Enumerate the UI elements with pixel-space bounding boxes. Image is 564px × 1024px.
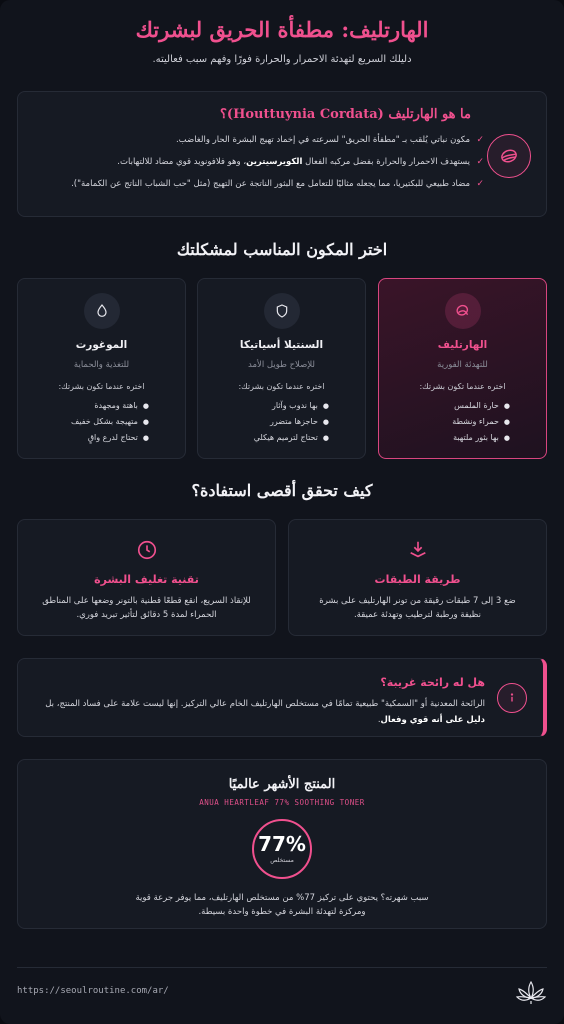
smell-note-card	[17, 658, 547, 737]
what-is-list	[32, 134, 484, 200]
leaf-icon	[445, 293, 481, 329]
list-item: ● تحتاج لترميم هيكلي	[198, 430, 329, 446]
choose-section-title: اختر المكون المناسب لمشكلتك	[176, 240, 388, 259]
layers-icon	[403, 535, 433, 565]
header	[0, 0, 564, 65]
note-text: الرائحة المعدنية أو "السمكية" طبيعية تمامًا في مستخلص الهارتليف الخام عالي التركيز. إنها ليست علامة على فساد المنتج، بل دليل على أنه قوي وفعال.	[45, 699, 485, 725]
list-item: ● تحتاج لدرع واقٍ	[18, 430, 149, 446]
list-item: ✓ مضاد طبيعي للبكتيريا، مما يجعله مثاليًا للتعامل مع البثور الناتجة عن التهيج (مثل "حب الشباب الناتج عن الكمامة").	[71, 179, 484, 189]
droplet-icon	[84, 293, 120, 329]
footer-divider	[17, 967, 547, 968]
info-icon	[497, 683, 527, 713]
choice-prompt: اختره عندما تكون بشرتك:	[58, 382, 145, 391]
list-item: ● حاجزها متضرر	[198, 414, 329, 430]
footer-url[interactable]: https://seoulroutine.com/ar/	[17, 986, 169, 996]
list-item: ● متهيجة بشكل خفيف	[18, 414, 149, 430]
how-section-title: كيف تحقق أقصى استفادة؟	[191, 481, 373, 500]
percent-label: مستخلص	[270, 857, 294, 864]
note-title: هل له رائحة غريبة؟	[380, 676, 485, 689]
clock-icon	[132, 535, 162, 565]
what-is-card	[17, 91, 547, 217]
list-item: ● حمراء ونشطة	[379, 414, 510, 430]
list-item: ✓ يستهدف الاحمرار والحرارة بفضل مركبه الفعال الكويرسيترين، وهو فلافونويد قوي مضاد للالتهابات.	[117, 157, 484, 167]
how-name: تقنية تغليف البشرة	[94, 573, 199, 586]
choice-prompt: اختره عندما تكون بشرتك:	[419, 382, 506, 391]
how-card-layering	[288, 519, 547, 636]
product-desc: سبب شهرته؟ يحتوي على تركيز 77% من مستخلص الهارتليف، مما يوفر جرعة قوية ومركزة لتهدئة البشرة في خطوة واحدة بسيطة.	[135, 893, 429, 917]
choice-card-centella	[197, 278, 366, 459]
check-icon: ✓	[476, 157, 484, 167]
list-item: ● حارة الملمس	[379, 398, 510, 414]
product-name: ANUA HEARTLEAF 77% SOOTHING TONER	[199, 798, 365, 807]
choice-card-heartleaf	[378, 278, 547, 459]
choice-subtitle: للتغذية والحماية	[73, 360, 130, 370]
how-desc: ضع 3 إلى 7 طبقات رقيقة من تونر الهارتليف على بشرة نظيفة ورطبة لترطيب وتهدئة عميقة.	[319, 596, 516, 620]
product-title: المنتج الأشهر عالميًا	[228, 777, 336, 792]
choice-subtitle: للتهدئة الفورية	[437, 360, 488, 370]
choice-card-mugwort	[17, 278, 186, 459]
choice-name: السنتيلا أسياتيكا	[239, 339, 324, 351]
how-name: طريقة الطبقات	[374, 573, 461, 586]
list-item: ● بها ندوب وآثار	[198, 398, 329, 414]
list-item: ● بها بثور ملتهبة	[379, 430, 510, 446]
check-icon: ✓	[476, 179, 484, 189]
how-desc: للإنقاذ السريع، انقع قطعًا قطنية بالتونر وضعها على المناطق الحمراء لمدة 5 دقائق لتأثير تبريد فوري.	[42, 596, 251, 620]
choice-list	[379, 398, 546, 446]
page-title: الهارتليف: مطفأة الحريق لبشرتك	[135, 17, 429, 42]
product-card	[17, 759, 547, 929]
what-is-title: ما هو الهارتليف (Houttuynia Cordata)؟	[220, 107, 471, 122]
choice-list	[198, 398, 365, 446]
list-item: ● باهتة ومجهدة	[18, 398, 149, 414]
choice-list	[18, 398, 185, 446]
shield-icon	[264, 293, 300, 329]
percent-ring	[252, 819, 312, 879]
page-subtitle: دليلك السريع لتهدئة الاحمرار والحرارة فورًا وفهم سبب فعاليته.	[152, 54, 412, 65]
choice-prompt: اختره عندما تكون بشرتك:	[238, 382, 325, 391]
check-icon: ✓	[476, 135, 484, 145]
list-item: ✓ مكون نباتي يُلقب بـ "مطفأة الحريق" لسرعته في إخماد تهيج البشرة الحار والغاضب.	[175, 135, 484, 145]
choice-subtitle: للإصلاح طويل الأمد	[247, 360, 316, 370]
lotus-icon	[515, 978, 547, 1006]
percent-value: 77%	[258, 832, 306, 856]
leaf-icon	[487, 134, 531, 178]
choice-name: الهارتليف	[437, 339, 488, 351]
choice-name: الموغورت	[75, 339, 128, 351]
how-card-masking	[17, 519, 276, 636]
